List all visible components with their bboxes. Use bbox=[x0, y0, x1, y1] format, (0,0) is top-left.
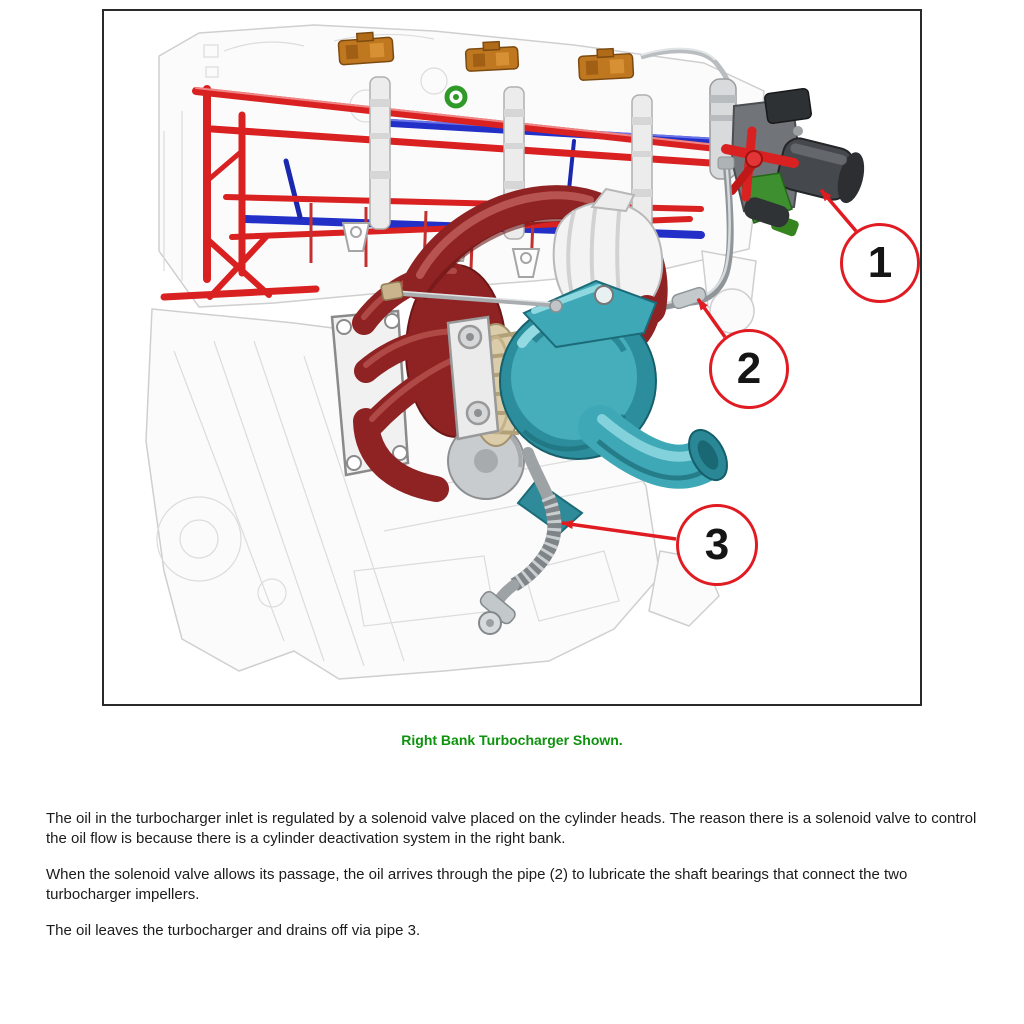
figure-frame bbox=[102, 9, 922, 706]
engine-illustration bbox=[104, 11, 920, 704]
paragraph-oil-supply: When the solenoid valve allows its passage, the oil arrives through the pipe (2) to lubricate the shaft bearings that connect the two turbocharger impellers. bbox=[46, 866, 908, 903]
callout-2-number: 2 bbox=[736, 344, 762, 393]
paragraph-oil-regulation: The oil in the turbocharger inlet is regulated by a solenoid valve placed on the cylinder heads. The reason there is a solenoid valve to control the oil flow is because there is a cylinder deactivation system in the right bank. bbox=[46, 810, 977, 847]
callout-1-badge bbox=[840, 223, 920, 303]
callout-3-badge bbox=[676, 504, 758, 586]
callout-1-number: 1 bbox=[867, 238, 893, 287]
figure-caption: Right Bank Turbocharger Shown. bbox=[401, 732, 623, 748]
callout-2-badge bbox=[709, 329, 789, 409]
body-text bbox=[46, 809, 982, 957]
center-bracket bbox=[448, 317, 498, 439]
paragraph-oil-drain: The oil leaves the turbocharger and drains off via pipe 3. bbox=[46, 922, 421, 939]
callout-3-number: 3 bbox=[704, 520, 730, 569]
